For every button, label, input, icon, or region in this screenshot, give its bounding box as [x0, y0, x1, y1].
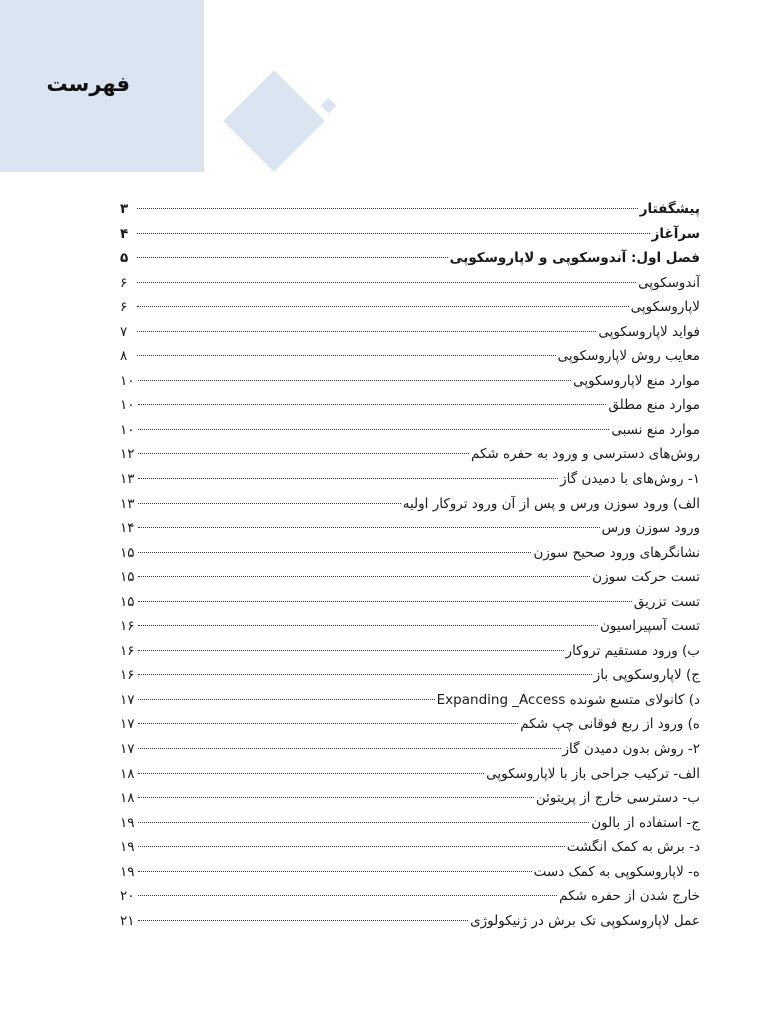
toc-entry[interactable] — [120, 786, 700, 811]
decorative-diamond-large — [223, 70, 325, 172]
toc-entry-page-number: ۱۵ — [120, 544, 135, 561]
dot-leader — [137, 233, 650, 234]
toc-entry[interactable] — [120, 541, 700, 566]
dot-leader — [137, 306, 629, 307]
toc-entry[interactable] — [120, 467, 700, 492]
dot-leader — [137, 257, 448, 258]
toc-entry-page-number: ۱۹ — [120, 839, 135, 856]
dot-leader — [138, 895, 558, 896]
table-of-contents — [120, 197, 700, 933]
toc-entry-title: د- برش به کمک انگشت — [566, 839, 700, 856]
toc-entry-title: خارج شدن از حفره شکم — [559, 888, 700, 905]
toc-entry[interactable] — [120, 762, 700, 787]
dot-leader — [138, 674, 592, 675]
toc-entry[interactable] — [120, 860, 700, 885]
toc-entry-page-number: ۱۵ — [120, 593, 135, 610]
toc-entry-page-number: ۱۲ — [120, 446, 135, 463]
dot-leader — [138, 576, 591, 577]
toc-entry-title: تست تزریق — [633, 593, 700, 610]
toc-entry-title: الف) ورود سوزن ورس و پس از آن ورود تروکار اولیه — [402, 495, 700, 512]
toc-entry-title: الف- ترکیب جراحی باز با لاپاروسکوپی — [486, 765, 700, 782]
toc-entry-title: ج- استفاده از بالون — [591, 814, 700, 831]
toc-entry-title: ۲- روش بدون دمیدن گاز — [562, 741, 700, 758]
toc-entry-page-number: ۷ — [120, 323, 128, 340]
toc-entry-page-number: ۴ — [120, 225, 129, 242]
toc-entry-title: ب) ورود مستقیم تروکار — [565, 642, 700, 659]
dot-leader — [137, 282, 636, 283]
toc-entry-page-number: ۱۳ — [120, 495, 135, 512]
dot-leader — [138, 699, 435, 700]
toc-entry-title: تست آسپیراسیون — [599, 618, 700, 635]
toc-entry[interactable] — [120, 663, 700, 688]
dot-leader — [138, 404, 607, 405]
toc-entry-page-number: ۱۴ — [120, 520, 135, 537]
toc-entry[interactable] — [120, 418, 700, 443]
dot-leader — [137, 355, 556, 356]
toc-entry-page-number: ۱۵ — [120, 569, 135, 586]
toc-entry[interactable] — [120, 639, 700, 664]
toc-entry[interactable] — [120, 246, 700, 271]
page-title: فهرست — [46, 72, 130, 96]
dot-leader — [138, 552, 532, 553]
toc-entry-title: سرآغاز — [651, 225, 700, 242]
toc-entry-page-number: ۵ — [120, 250, 129, 267]
dot-leader — [138, 822, 590, 823]
dot-leader — [138, 773, 485, 774]
toc-entry-title: فصل اول: آندوسکوپی و لاپاروسکوپی — [449, 250, 700, 267]
toc-entry-page-number: ۶ — [120, 299, 128, 316]
toc-entry[interactable] — [120, 590, 700, 615]
toc-entry[interactable] — [120, 393, 700, 418]
toc-entry-title: موارد منع لاپاروسکوپی — [573, 372, 700, 389]
dot-leader — [138, 527, 600, 528]
toc-entry-page-number: ۸ — [120, 348, 128, 365]
toc-entry-page-number: ۱۸ — [120, 765, 135, 782]
toc-entry-title: ج) لاپاروسکوپی باز — [593, 667, 700, 684]
toc-entry-title: روش‌های دسترسی و ورود به حفره شکم — [470, 446, 700, 463]
toc-entry-title: آندوسکوپی — [638, 274, 700, 291]
toc-entry-title: فواید لاپاروسکوپی — [598, 323, 700, 340]
toc-entry-page-number: ۱۸ — [120, 790, 135, 807]
toc-entry[interactable] — [120, 344, 700, 369]
toc-entry-page-number: ۱۷ — [120, 716, 135, 733]
toc-entry-page-number: ۱۶ — [120, 618, 135, 635]
toc-entry-page-number: ۱۰ — [120, 421, 135, 438]
toc-entry-page-number: ۳ — [120, 201, 129, 217]
dot-leader — [138, 429, 610, 430]
dot-leader — [138, 503, 401, 504]
toc-entry-page-number: ۱۶ — [120, 642, 135, 659]
toc-entry-title: تست حرکت سوزن — [592, 569, 700, 586]
dot-leader — [138, 920, 469, 921]
toc-entry[interactable] — [120, 688, 700, 713]
toc-entry-page-number: ۱۰ — [120, 372, 135, 389]
toc-entry[interactable] — [120, 835, 700, 860]
toc-entry[interactable] — [120, 271, 700, 296]
dot-leader — [138, 601, 632, 602]
toc-entry[interactable] — [120, 884, 700, 909]
toc-entry-page-number: ۱۰ — [120, 397, 135, 414]
toc-entry-title: د) کانولای متسع شونده Expanding _Access — [436, 691, 700, 708]
toc-entry-page-number: ۶ — [120, 274, 128, 291]
dot-leader — [138, 871, 532, 872]
dot-leader — [138, 625, 598, 626]
toc-entry[interactable] — [120, 516, 700, 541]
toc-entry[interactable] — [120, 222, 700, 247]
toc-entry[interactable] — [120, 565, 700, 590]
toc-entry[interactable] — [120, 442, 700, 467]
dot-leader — [137, 208, 638, 209]
toc-entry-title: ه- لاپاروسکوپی به کمک دست — [533, 863, 700, 880]
toc-entry[interactable] — [120, 492, 700, 517]
toc-entry-page-number: ۱۳ — [120, 471, 135, 488]
toc-entry[interactable] — [120, 614, 700, 639]
toc-entry-title: ه) ورود از ربع فوقانی چپ شکم — [520, 716, 700, 733]
dot-leader — [138, 723, 519, 724]
toc-entry-page-number: ۱۹ — [120, 814, 135, 831]
toc-entry-title: موارد منع مطلق — [608, 397, 700, 414]
dot-leader — [138, 846, 565, 847]
dot-leader — [138, 453, 469, 454]
toc-entry-title: لاپاروسکوپی — [630, 299, 700, 316]
toc-entry-page-number: ۲۰ — [120, 888, 135, 905]
toc-entry-title: معایب روش لاپاروسکوپی — [557, 348, 700, 365]
toc-entry-page-number: ۱۷ — [120, 691, 135, 708]
dot-leader — [138, 380, 572, 381]
toc-entry-page-number: ۱۶ — [120, 667, 135, 684]
toc-entry-page-number: ۲۱ — [120, 912, 135, 929]
toc-entry-title: ۱- روش‌های با دمیدن گاز — [560, 471, 700, 488]
dot-leader — [138, 797, 534, 798]
dot-leader — [138, 478, 559, 479]
toc-entry[interactable] — [120, 369, 700, 394]
toc-entry[interactable] — [120, 909, 700, 934]
dot-leader — [138, 748, 561, 749]
toc-entry[interactable] — [120, 320, 700, 345]
toc-entry[interactable] — [120, 811, 700, 836]
toc-entry-page-number: ۱۹ — [120, 863, 135, 880]
toc-entry-title: نشانگرهای ورود صحیح سوزن — [533, 544, 700, 561]
toc-entry-title: ورود سوزن ورس — [601, 520, 700, 537]
toc-entry[interactable] — [120, 295, 700, 320]
dot-leader — [138, 650, 564, 651]
toc-entry-title: ب- دسترسی خارج از پریتوئن — [535, 790, 700, 807]
dot-leader — [137, 331, 596, 332]
toc-entry-title: عمل لاپاروسکوپی تک برش در ژنیکولوژی — [470, 912, 700, 929]
decorative-diamond-small — [321, 98, 337, 114]
toc-entry[interactable] — [120, 712, 700, 737]
toc-entry[interactable] — [120, 197, 700, 222]
toc-entry[interactable] — [120, 737, 700, 762]
toc-entry-title: موارد منع نسبی — [611, 421, 700, 438]
toc-entry-page-number: ۱۷ — [120, 741, 135, 758]
toc-entry-title: پیشگفتار — [639, 201, 700, 217]
